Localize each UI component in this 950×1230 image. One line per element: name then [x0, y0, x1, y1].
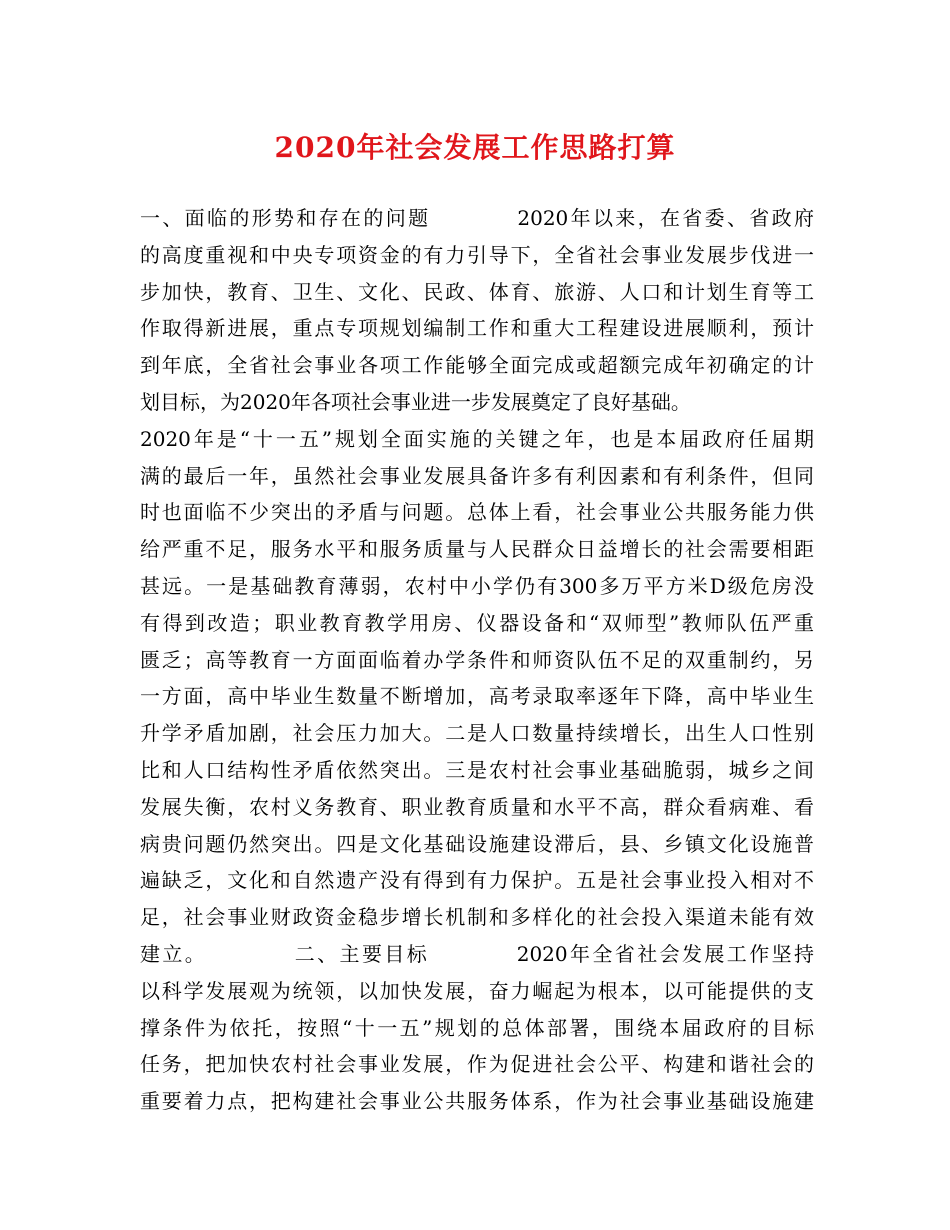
- body-line: 时也面临不少突出的矛盾与问题。总体上看，社会事业公共服务能力供: [140, 500, 814, 525]
- body-line: 撑条件为依托，按照“十一五”规划的总体部署，围绕本届政府的目标: [140, 1015, 814, 1040]
- body-line: 的高度重视和中央专项资金的有力引导下，全省社会事业发展步伐进一: [140, 242, 814, 267]
- body-line: 升学矛盾加剧，社会压力加大。二是人口数量持续增长，出生人口性别: [140, 721, 814, 746]
- body-line: 以科学发展观为统领，以加快发展，奋力崛起为根本，以可能提供的支: [140, 978, 814, 1003]
- body-line: 到年底，全省社会事业各项工作能够全面完成或超额完成年初确定的计: [140, 353, 814, 378]
- body-line: 有得到改造；职业教育教学用房、仪器设备和“双师型”教师队伍严重: [140, 610, 814, 635]
- body-line: 满的最后一年，虽然社会事业发展具备许多有利因素和有利条件，但同: [140, 463, 814, 488]
- body-line: 给严重不足，服务水平和服务质量与人民群众日益增长的社会需要相距: [140, 537, 814, 562]
- document-body: [140, 200, 814, 1120]
- body-line: 作取得新进展，重点专项规划编制工作和重大工程建设进展顺利，预计: [140, 316, 814, 341]
- body-line: 重要着力点，把构建社会事业公共服务体系，作为社会事业基础设施建: [140, 1089, 814, 1114]
- body-line: 足，社会事业财政资金稳步增长机制和多样化的社会投入渠道未能有效: [140, 905, 814, 930]
- body-line: 2020年是“十一五”规划全面实施的关键之年，也是本届政府任届期: [140, 426, 814, 451]
- body-line: 一方面，高中毕业生数量不断增加，高考录取率逐年下降，高中毕业生: [140, 684, 814, 709]
- body-line: 建立。 二、主要目标 2020年全省社会发展工作坚持: [140, 941, 814, 966]
- body-line: 任务，把加快农村社会事业发展，作为促进社会公平、构建和谐社会的: [140, 1052, 814, 1077]
- body-line: 划目标，为2020年各项社会事业进一步发展奠定了良好基础。: [140, 389, 691, 414]
- body-line: 匮乏；高等教育一方面面临着办学条件和师资队伍不足的双重制约，另: [140, 647, 814, 672]
- body-line: 病贵问题仍然突出。四是文化基础设施建设滞后，县、乡镇文化设施普: [140, 831, 814, 856]
- document-title: 2020年社会发展工作思路打算: [274, 131, 676, 164]
- body-line: 一、面临的形势和存在的问题 2020年以来，在省委、省政府: [140, 206, 814, 230]
- body-line: 比和人口结构性矛盾依然突出。三是农村社会事业基础脆弱，城乡之间: [140, 757, 814, 782]
- body-line: 遍缺乏，文化和自然遗产没有得到有力保护。五是社会事业投入相对不: [140, 868, 814, 893]
- body-line: 发展失衡，农村义务教育、职业教育质量和水平不高，群众看病难、看: [140, 794, 814, 819]
- body-line: 甚远。一是基础教育薄弱，农村中小学仍有300多万平方米D级危房没: [140, 573, 814, 598]
- body-line: 步加快，教育、卫生、文化、民政、体育、旅游、人口和计划生育等工: [140, 279, 814, 304]
